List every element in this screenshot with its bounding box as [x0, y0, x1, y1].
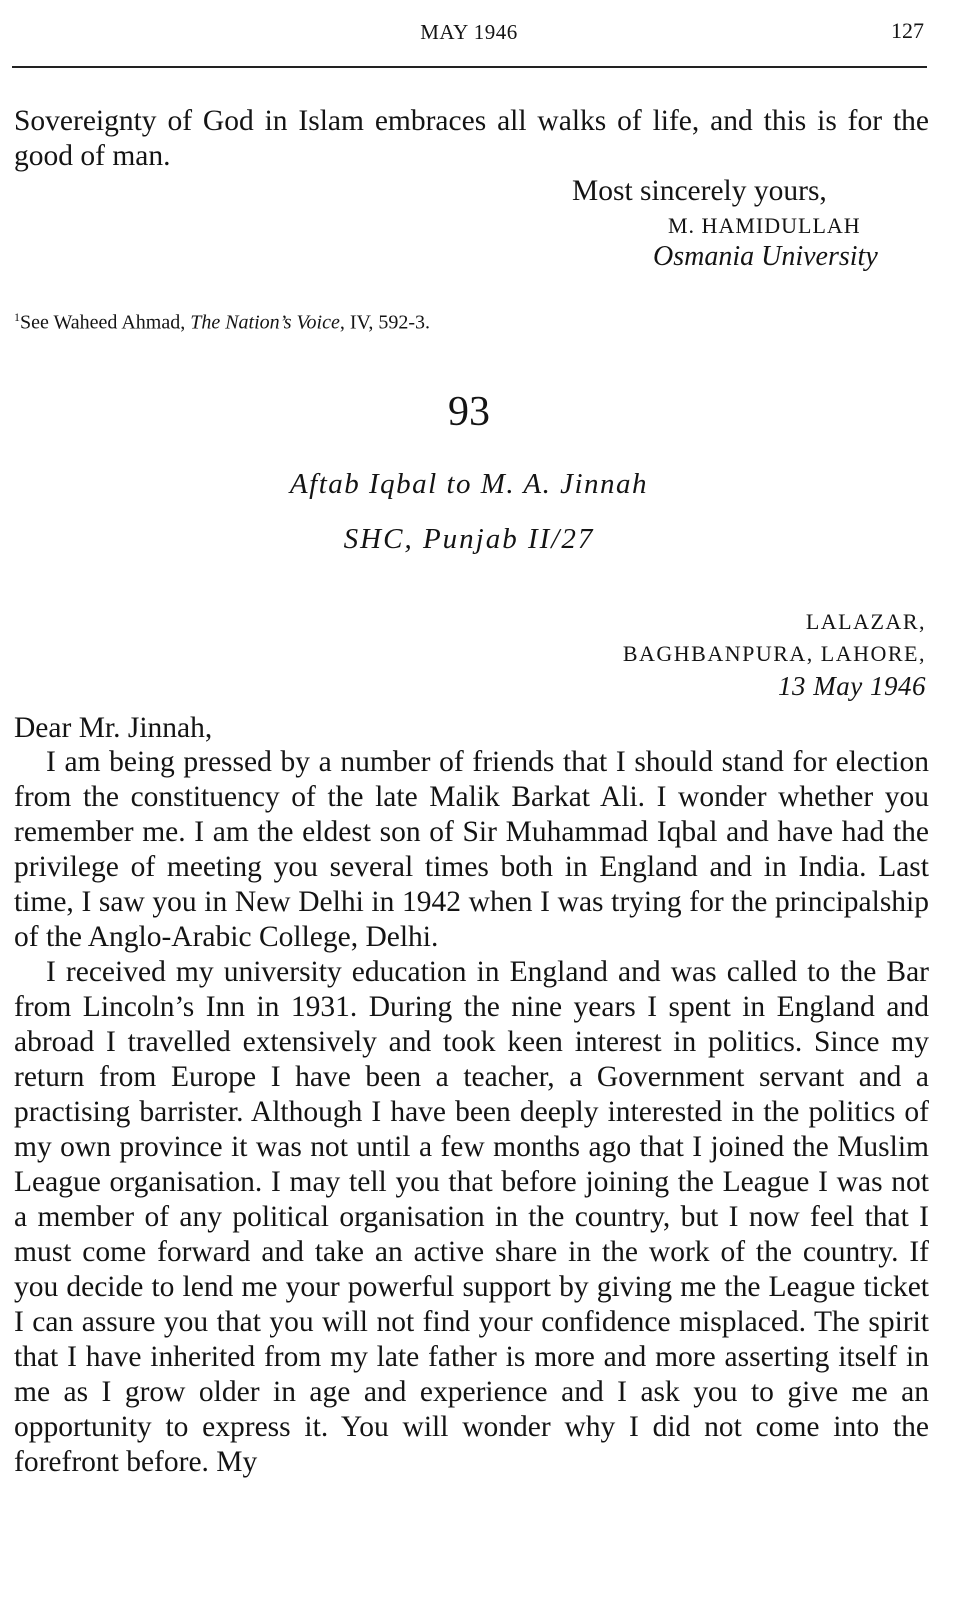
page-number: 127: [891, 18, 924, 43]
document-number: 93: [448, 389, 490, 435]
previous-letter-signature-block: [0, 175, 968, 275]
signatory-name: M. HAMIDULLAH: [668, 213, 861, 238]
letter-paragraph: I am being pressed by a number of friends that I should stand for election from the constituency of the late Malik Barkat Ali. I wonder whether you remember me. I am the eldest son of Sir Muhammad Iqbal and have had the privilege of meeting you several times both in England and in India. Last time, I saw you in New Delhi in 1942 when I was trying for the principalship of the Anglo-Arabic College, Delhi.: [14, 746, 929, 953]
footnote-text-before: See Waheed Ahmad,: [20, 311, 191, 334]
letter-paragraph: I received my university education in England and was called to the Bar from Lincoln’s Inn in 1931. During the nine years I spent in England and abroad I travelled extensively and took keen interest in politics. Since my return from Europe I have been a teacher, a Government servant and a practising barrister. Although I have been deeply interested in the politics of my own province it was not until a few months ago that I joined the Muslim League organisation. I may tell you that before joining the League I was not a member of any political organisation in the country, but I now feel that I must come forward and take an active share in the work of the country. If you decide to lend me your powerful support by giving me the League ticket I can assure you that you will not find your confidence misplaced. The spirit that I have inherited from my late father is more and more asserting itself in me as I grow older in age and experience and I ask you to give me an opportunity to express it. You will wonder why I did not come into the forefront before. My: [14, 956, 929, 1478]
footnote-text-after: , IV, 592-3.: [339, 311, 431, 334]
previous-letter-closing-paragraph: Sovereignty of God in Islam embraces all walks of life, and this is for the good of man.: [14, 105, 929, 172]
document-source: SHC, Punjab II/27: [343, 523, 595, 555]
salutation: Dear Mr. Jinnah,: [14, 712, 213, 744]
letter-date: 13 May 1946: [778, 671, 926, 701]
address-line-1: LALAZAR,: [805, 609, 926, 634]
address-line-2: BAGHBANPURA, LAHORE,: [622, 641, 926, 666]
signatory-affiliation: Osmania University: [653, 241, 878, 272]
footnote: [14, 310, 430, 335]
document-title: Aftab Iqbal to M. A. Jinnah: [289, 468, 649, 500]
running-title: MAY 1946: [420, 20, 518, 44]
letter-body: [14, 745, 929, 1480]
header-rule: [12, 66, 927, 68]
valediction: Most sincerely yours,: [572, 175, 827, 207]
page-header: [0, 20, 968, 50]
sender-address: [623, 606, 926, 702]
footnote-marker: 1: [14, 310, 20, 324]
footnote-source-title: The Nation’s Voice: [190, 311, 340, 334]
